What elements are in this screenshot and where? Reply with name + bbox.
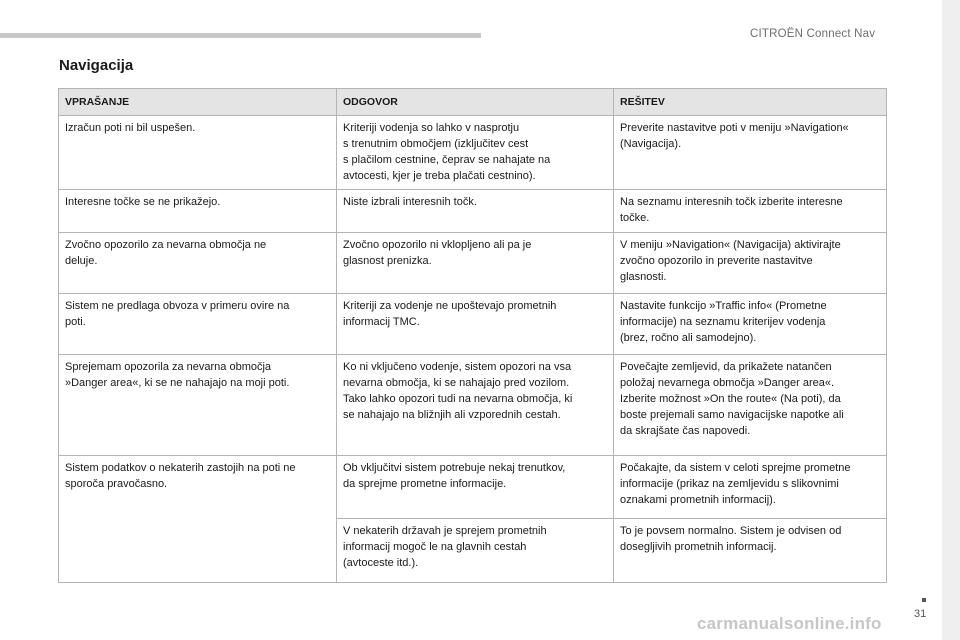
answer-cell: Niste izbrali interesnih točk.	[337, 190, 614, 233]
solution-cell: Preverite nastavitve poti v meniju »Navigation« (Navigacija).	[614, 116, 887, 190]
solution-cell: Nastavite funkcijo »Traffic info« (Prometne informacije) na seznamu kriterijev vodenja (brez, ročno ali samodejno).	[614, 294, 887, 355]
header-rule	[0, 33, 481, 38]
header-brand: CITROËN Connect Nav	[750, 28, 876, 40]
table-header-row	[59, 89, 887, 116]
question-cell: Zvočno opozorilo za nevarna območja ne deluje.	[59, 233, 337, 294]
solution-cell: V meniju »Navigation« (Navigacija) aktivirajte zvočno opozorilo in preverite nastavitve glasnosti.	[614, 233, 887, 294]
answer-cell: Zvočno opozorilo ni vklopljeno ali pa je glasnost prenizka.	[337, 233, 614, 294]
table-row	[59, 456, 887, 519]
question-cell: Interesne točke se ne prikažejo.	[59, 190, 337, 233]
question-cell: Sistem podatkov o nekaterih zastojih na poti ne sporoča pravočasno.	[59, 456, 337, 583]
table-row	[59, 355, 887, 456]
column-header-answer: ODGOVOR	[337, 89, 614, 116]
answer-cell: V nekaterih državah je sprejem prometnih informacij mogoč le na glavnih cestah (avtoceste itd.).	[337, 519, 614, 583]
table-row	[59, 116, 887, 190]
page-title: Navigacija	[59, 57, 134, 74]
question-cell: Izračun poti ni bil uspešen.	[59, 116, 337, 190]
page-marker	[922, 598, 926, 602]
column-header-solution: REŠITEV	[614, 89, 887, 116]
solution-cell: Povečajte zemljevid, da prikažete natančen položaj nevarnega območja »Danger area«. Izberite možnost »On the route« (Na poti), da boste prejemali samo navigacijske napotke ali da skrajšate čas napovedi.	[614, 355, 887, 456]
solution-cell: Na seznamu interesnih točk izberite interesne točke.	[614, 190, 887, 233]
answer-cell: Ob vključitvi sistem potrebuje nekaj trenutkov, da sprejme prometne informacije.	[337, 456, 614, 519]
troubleshooting-table	[58, 88, 887, 583]
answer-cell: Kriteriji za vodenje ne upoštevajo prometnih informacij TMC.	[337, 294, 614, 355]
question-cell: Sprejemam opozorila za nevarna območja »Danger area«, ki se ne nahajajo na moji poti.	[59, 355, 337, 456]
table-row	[59, 190, 887, 233]
question-cell: Sistem ne predlaga obvoza v primeru ovire na poti.	[59, 294, 337, 355]
column-header-question: VPRAŠANJE	[59, 89, 337, 116]
table-row	[59, 233, 887, 294]
answer-cell: Ko ni vključeno vodenje, sistem opozori na vsa nevarna območja, ki se nahajajo pred vozilom. Tako lahko opozori tudi na nevarna območja, ki se nahajajo na bližnjih ali vzporednih cestah.	[337, 355, 614, 456]
watermark: carmanualsonline.info	[697, 614, 882, 633]
table-row	[59, 294, 887, 355]
solution-cell: Počakajte, da sistem v celoti sprejme prometne informacije (prikaz na zemljevidu s slikovnimi oznakami prometnih informacij).	[614, 456, 887, 519]
page-edge-band	[942, 0, 960, 640]
page-number: 31	[914, 608, 927, 620]
answer-cell: Kriteriji vodenja so lahko v nasprotju s trenutnim območjem (izključitev cest s plačilom cestnine, čeprav se nahajate na avtocesti, kjer je treba plačati cestnino).	[337, 116, 614, 190]
solution-cell: To je povsem normalno. Sistem je odvisen od dosegljivih prometnih informacij.	[614, 519, 887, 583]
